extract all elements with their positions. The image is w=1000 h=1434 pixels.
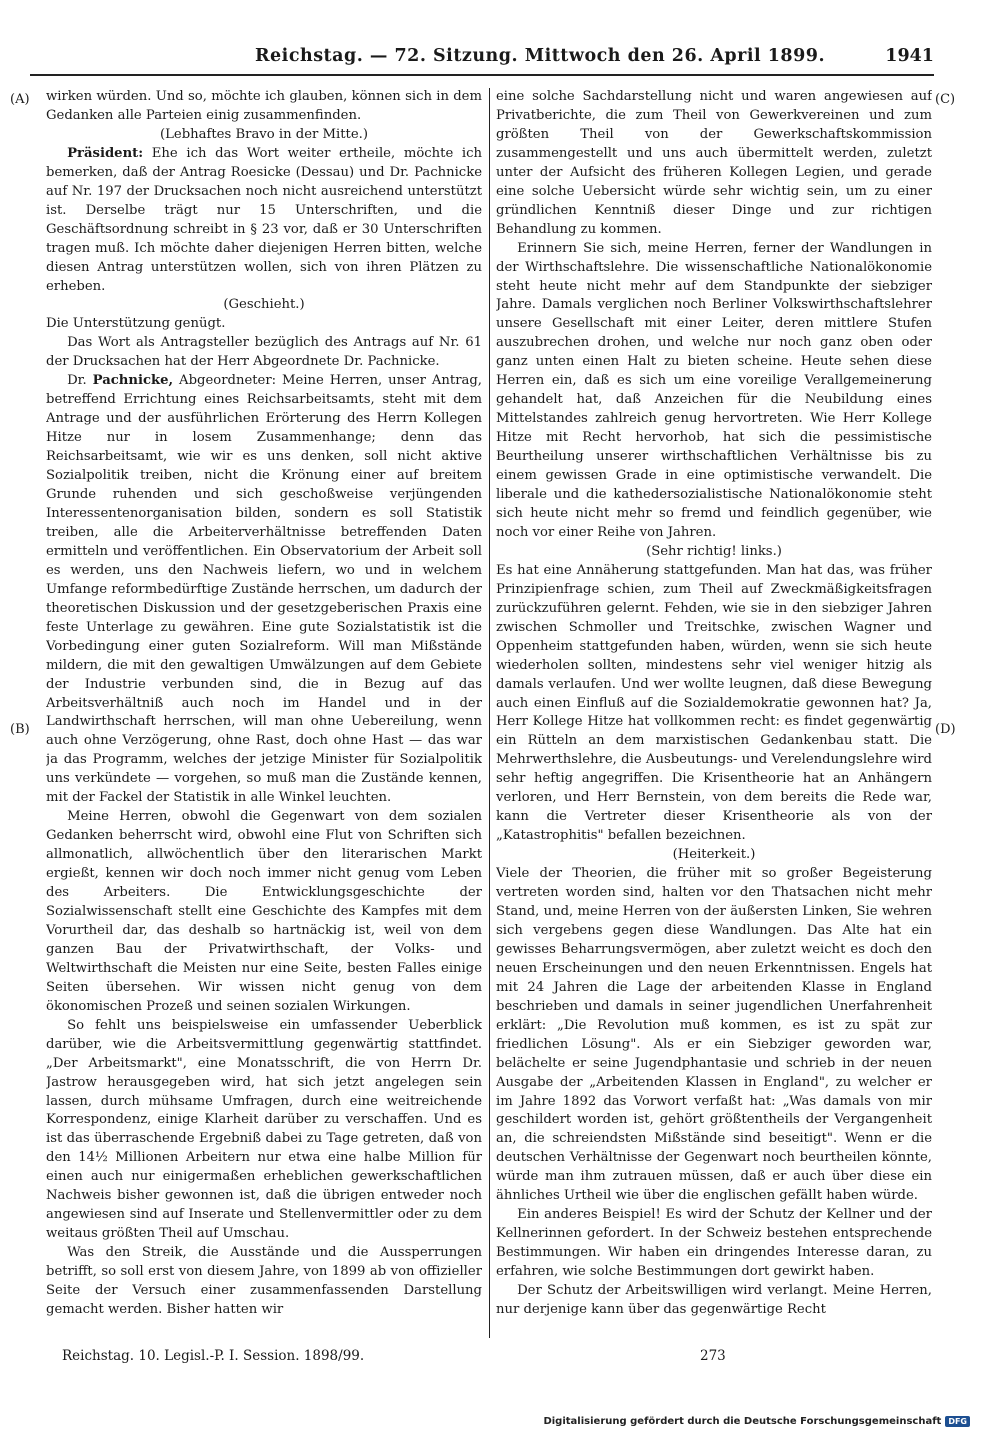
- paragraph: (Lebhaftes Bravo in der Mitte.): [160, 126, 368, 142]
- paragraph: (Sehr richtig! links.): [646, 543, 782, 559]
- paragraph: wirken würden. Und so, möchte ich glauben, können sich in dem Gedanken alle Parteien einig zusammenfinden.: [46, 89, 482, 123]
- column-divider: [489, 88, 490, 1338]
- margin-marker-a: (A): [10, 92, 30, 107]
- running-header: [0, 38, 1000, 78]
- speaker-prefix: Dr.: [67, 373, 93, 389]
- speech-text: Abgeordneter: Meine Herren, unser Antrag, betreffend Errichtung eines Reichsarbeitsamts, steht mit dem Antrage und der ausführlichen Erörterung des Herrn Kollegen Hitze nur in losem Zusammenhange; denn das Reichsarbeitsamt, wie wir es uns denken, soll nicht aktive Sozialpolitik treiben, nicht die Krönung einer auf breitem Grunde ruhenden und sich geschoßweise verjüngenden Interessentenorganisation bilden, sondern es soll Statistik treiben, alle die Arbeiterverhältnisse betreffenden Daten ermitteln und veröffentlichen. Ein Observatorium der Arbeit soll es werden, uns den Nachweis liefern, wo und in welchem Umfange reformbedürftige Zustände herrschen, um dadurch der theoretischen Diskussion und der gesetzgeberischen Praxis eine feste Unterlage zu gewähren. Eine gute Sozialstatistik ist die Vorbedingung einer guten Sozialreform. Will man Mißstände mildern, die mit den gewaltigen Umwälzungen auf dem Gebiete der Industrie verbunden sind, die in Bezug auf das Arbeitsverhältniß auch noch im Handel und in der Landwirthschaft herrschen, will man ohne Uebereilung, wenn auch ohne Verzögerung, ohne Rast, doch ohne Hast — das war ja das Programm, welches der jetzige Minister für Sozialpolitik uns verkündete — vorgehen, so muß man die Zustände kennen, mit der Fackel der Statistik in alle Winkel leuchten.: [46, 373, 482, 806]
- paragraph: So fehlt uns beispielsweise ein umfassender Ueberblick darüber, wie die Arbeitsvermittlung gegenwärtig stattfindet. „Der Arbeitsmarkt", eine Monatsschrift, die von Herrn Dr. Jastrow herausgegeben wird, hat sich jetzt angelegen sein lassen, durch mühsame Umfragen, durch eine weitreichende Korrespondenz, einige Klarheit darüber zu verschaffen. Und es ist das überraschende Ergebniß dabei zu Tage getreten, daß von den 14½ Millionen Arbeitern nur etwa eine halbe Million für einen auch nur einigermaßen erheblichen gewerkschaftlichen Nachweis bisher gewonnen ist, daß die übrigen entweder noch angewiesen sind auf Inserate und Stellenvermittler oder zu dem weitaus größten Theil auf Umschau.: [46, 1017, 482, 1242]
- footer-sheet-number: 273: [700, 1348, 726, 1364]
- header-rule: [30, 74, 934, 76]
- speech-text: Ehe ich das Wort weiter ertheile, möchte ich bemerken, daß der Antrag Roesicke (Dessau) und Dr. Pachnicke auf Nr. 197 der Drucksachen noch nicht ausreichend unterstützt ist. Derselbe trägt nur 15 Unterschriften, und die Geschäftsordnung schreibt in § 23 vor, daß er 30 Unterschriften tragen muß. Ich möchte daher diejenigen Herren bitten, welche diesen Antrag unterstützen wollen, sich von ihren Plätzen zu erheben.: [46, 145, 482, 294]
- paragraph: Ein anderes Beispiel! Es wird der Schutz der Kellner und der Kellnerinnen gefordert. In der Schweiz bestehen entsprechende Bestimmungen. Wir haben ein dringendes Interesse daran, zu erfahren, wie solche Bestimmungen dort gewirkt haben.: [496, 1207, 932, 1280]
- paragraph: Viele der Theorien, die früher mit so großer Begeisterung vertreten worden sind, halten vor den Thatsachen nicht mehr Stand, und, meine Herren von der äußersten Linken, Sie wehren sich vergebens gegen diese Wandlungen. Das Alte hat ein gewisses Beharrungsvermögen, aber zuletzt weicht es doch den neuen Erscheinungen und den neuen Erkenntnissen. Engels hat mit 24 Jahren die Lage der arbeitenden Klasse in England beschrieben und damals in seiner jugendlichen Unerfahrenheit erklärt: „Die Revolution muß kommen, es ist zu spät zur friedlichen Lösung". Als er ein Siebziger geworden war, belächelte er seine Jugendphantasie und schrieb in der neuen Ausgabe der „Arbeitenden Klassen in England", zu welcher er im Jahre 1892 das Vorwort verfaßt hat: „Was damals von mir geschildert worden ist, gehört größtentheils der Vergangenheit an, die schreiendsten Mißstände sind beseitigt". Wenn er die deutschen Verhältnisse der Gegenwart noch beurtheilen könnte, würde man ihm zutrauen müssen, daß er auch über diese ein ähnliches Urtheil wie über die englischen gefällt haben würde.: [496, 866, 932, 1204]
- paragraph: Was den Streik, die Ausstände und die Aussperrungen betrifft, so soll erst von diesem Jahre, von 1899 ab von offizieller Seite der Versuch einer zusammenfassenden Darstellung gemacht werden. Bisher hatten wir: [46, 1245, 482, 1317]
- speaker-name: Präsident:: [67, 145, 144, 161]
- paragraph: Meine Herren, obwohl die Gegenwart von dem sozialen Gedanken beherrscht wird, obwohl eine Flut von Schriften sich allmonatlich, allwöchentlich über den literarischen Markt ergießt, kennen wir doch noch immer nicht genug vom Leben des Arbeiters. Die Entwicklungsgeschichte der Sozialwissenschaft stellt eine Geschichte des Kampfes mit dem Vorurtheil dar, das deshalb so hartnäckig ist, weil von dem ganzen Bau der Privatwirthschaft, der Volks- und Weltwirthschaft die Meisten nur eine Seite, besten Falles einige Seiten übersehen. Wir wissen nicht genug von dem ökonomischen Prozeß und seinen sozialen Wirkungen.: [46, 809, 482, 1014]
- paragraph: (Geschieht.): [223, 297, 305, 313]
- paragraph: (Heiterkeit.): [672, 847, 756, 863]
- right-column: [496, 88, 932, 1332]
- dfg-logo: DFG: [945, 1416, 970, 1427]
- margin-marker-b: (B): [10, 722, 30, 737]
- margin-marker-d: (D): [935, 722, 956, 737]
- header-title: Reichstag. — 72. Sitzung. Mittwoch den 26. April 1899.: [255, 46, 826, 66]
- paragraph: Der Schutz der Arbeitswilligen wird verlangt. Meine Herren, nur derjenige kann über das gegenwärtige Recht: [496, 1283, 932, 1317]
- paragraph: Das Wort als Antragsteller bezüglich des Antrags auf Nr. 61 der Drucksachen hat der Herr Abgeordnete Dr. Pachnicke.: [46, 335, 482, 370]
- paragraph: [46, 145, 482, 297]
- paragraph: Es hat eine Annäherung stattgefunden. Man hat das, was früher Prinzipienfrage schien, zum Theil auf Zweckmäßigkeitsfragen zurückzuführen gelernt. Fehden, wie sie in den siebziger Jahren zwischen Schmoller und Treitschke, zwischen Wagner und Oppenheim stattgefunden haben, würden, wenn sie sich heute wiederholen sollten, mindestens sehr viel weniger hitzig als damals verlaufen. Und wer wollte leugnen, daß diese Bewegung auch einen Einfluß auf die Sozialdemokratie gewonnen hat? Ja, Herr Kollege Hitze hat vollkommen recht: es findet gegenwärtig ein Rütteln an dem marxistischen Gedankenbau statt. Die Mehrwerthslehre, die Ausbeutungs- und Verelendungslehre wird sehr heftig angegriffen. Die Krisentheorie hat an Anhängern verloren, und Herr Bernstein, von dem bereits die Rede war, kann die Vertreter dieser Krisentheorie als von der „Katastrophitis" befallen bezeichnen.: [496, 562, 932, 844]
- credit-text: Digitalisierung gefördert durch die Deutsche Forschungsgemeinschaft: [543, 1416, 942, 1427]
- paragraph: Erinnern Sie sich, meine Herren, ferner der Wandlungen in der Wirthschaftslehre. Die wissenschaftliche Nationalökonomie steht heute nicht mehr auf dem Standpunkte der siebziger Jahre. Damals verglichen noch Berliner Volkswirthschaftslehrer unsere Gesellschaft mit einer Leiter, deren mittlere Stufen auszubrechen drohen, und welche nur noch ganz oben oder ganz unten einen Halt zu bieten scheine. Heute sehen diese Herren ein, daß es sich um eine voreilige Verallgemeinerung gehandelt hat, daß Anzeichen für die Neubildung eines Mittelstandes zahlreich genug hervortreten. Wie Herr Kollege Hitze mit Recht hervorhob, hat sich die pessimistische Beurtheilung unserer wirthschaftlichen Verhältnisse bis zu einem gewissen Grade in eine optimistische verwandelt. Die liberale und die kathedersozialistische Nationalökonomie steht sich heute nicht mehr so fremd und feindlich gegenüber, wie noch vor einer Reihe von Jahren.: [496, 240, 932, 540]
- speaker-name: Pachnicke,: [92, 373, 174, 389]
- left-column: [46, 88, 482, 1336]
- margin-marker-c: (C): [935, 92, 956, 107]
- page-number: 1941: [885, 46, 934, 66]
- digitization-credit: [543, 1416, 970, 1427]
- paragraph: [46, 372, 482, 808]
- footer-session-info: Reichstag. 10. Legisl.-P. I. Session. 1898/99.: [62, 1348, 365, 1364]
- paragraph: eine solche Sachdarstellung nicht und waren angewiesen auf Privatberichte, die zum Theil von Gewerkvereinen und zum größten Theil von der Gewerkschaftskommission zusammengestellt und uns auch übermittelt werden, zuletzt unter der Aufsicht des früheren Kollegen Legien, und gerade eine solche Uebersicht würde sehr wichtig sein, um zu einer gründlichen Kenntniß dieser Dinge und zur richtigen Behandlung zu kommen.: [496, 89, 932, 237]
- paragraph: Die Unterstützung genügt.: [46, 316, 226, 332]
